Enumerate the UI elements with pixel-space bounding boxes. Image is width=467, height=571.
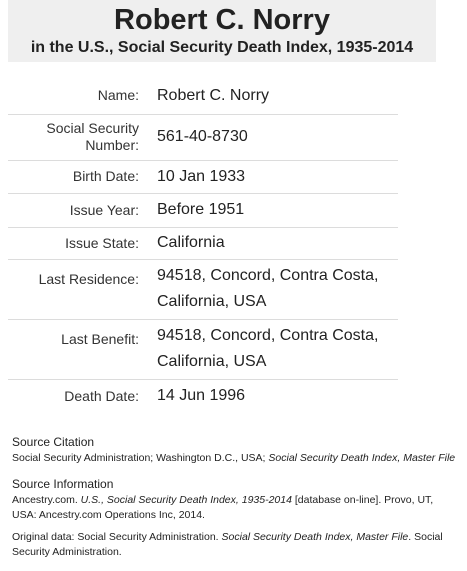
source-citation-plain: Social Security Administration; Washington D.C., USA; [12, 452, 269, 464]
original-data-part1: Original data: Social Security Administration. [12, 531, 222, 543]
death-date-label: Death Date: [64, 387, 139, 404]
source-information [12, 476, 452, 523]
row-death-date [8, 379, 398, 413]
last-residence-line2: California, USA [157, 293, 267, 310]
row-issue-state [8, 227, 398, 259]
row-last-benefit [8, 319, 398, 379]
last-benefit-label: Last Benefit: [61, 330, 139, 347]
source-information-title: U.S., Social Security Death Index, 1935-2014 [80, 494, 292, 506]
source-citation [12, 434, 462, 466]
ssn-label-line2: Number: [85, 137, 139, 153]
source-information-heading: Source Information [12, 477, 114, 491]
row-name [8, 78, 398, 114]
birth-date-value: 10 Jan 1933 [157, 167, 246, 185]
last-residence-label: Last Residence: [38, 270, 139, 287]
record-header [8, 0, 436, 62]
person-name-title: Robert C. Norry [114, 4, 330, 36]
original-data-part3: . Social Security Administration. [12, 531, 443, 558]
issue-state-value: California [157, 234, 225, 251]
death-date-value: 14 Jun 1996 [157, 387, 246, 405]
last-benefit-line1: 94518, Concord, Contra Costa, [157, 327, 379, 344]
last-residence-line1: 94518, Concord, Contra Costa, [157, 267, 379, 284]
name-label: Name: [97, 87, 139, 104]
ssn-label [8, 114, 157, 160]
issue-year-label: Issue Year: [69, 201, 139, 218]
last-benefit-line2: California, USA [157, 353, 267, 370]
record-table [8, 78, 398, 413]
source-information-text [12, 493, 452, 523]
last-benefit-value [157, 319, 398, 379]
original-data [12, 530, 462, 560]
row-issue-year [8, 193, 398, 227]
row-ssn [8, 114, 398, 160]
name-value: Robert C. Norry [157, 86, 270, 104]
source-citation-title: Social Security Death Index, Master File [268, 452, 456, 464]
issue-state-label: Issue State: [65, 234, 139, 251]
ssn-value: 561-40-8730 [157, 128, 248, 145]
source-information-part1: Ancestry.com. [12, 494, 81, 506]
row-birth-date [8, 160, 398, 193]
source-information-part3: [database on-line]. Provo, UT, USA: Ancestry.com Operations Inc, 2014. [12, 494, 434, 521]
source-citation-heading: Source Citation [12, 435, 95, 449]
birth-date-label: Birth Date: [72, 168, 139, 184]
issue-year-value: Before 1951 [157, 201, 245, 218]
row-last-residence [8, 259, 398, 319]
original-data-title: Social Security Death Index, Master File [221, 531, 409, 543]
source-citation-text [12, 451, 462, 466]
ssn-label-line1: Social Security [46, 120, 139, 136]
collection-subtitle: in the U.S., Social Security Death Index, 1935-2014 [30, 39, 414, 56]
last-residence-value [157, 259, 398, 319]
